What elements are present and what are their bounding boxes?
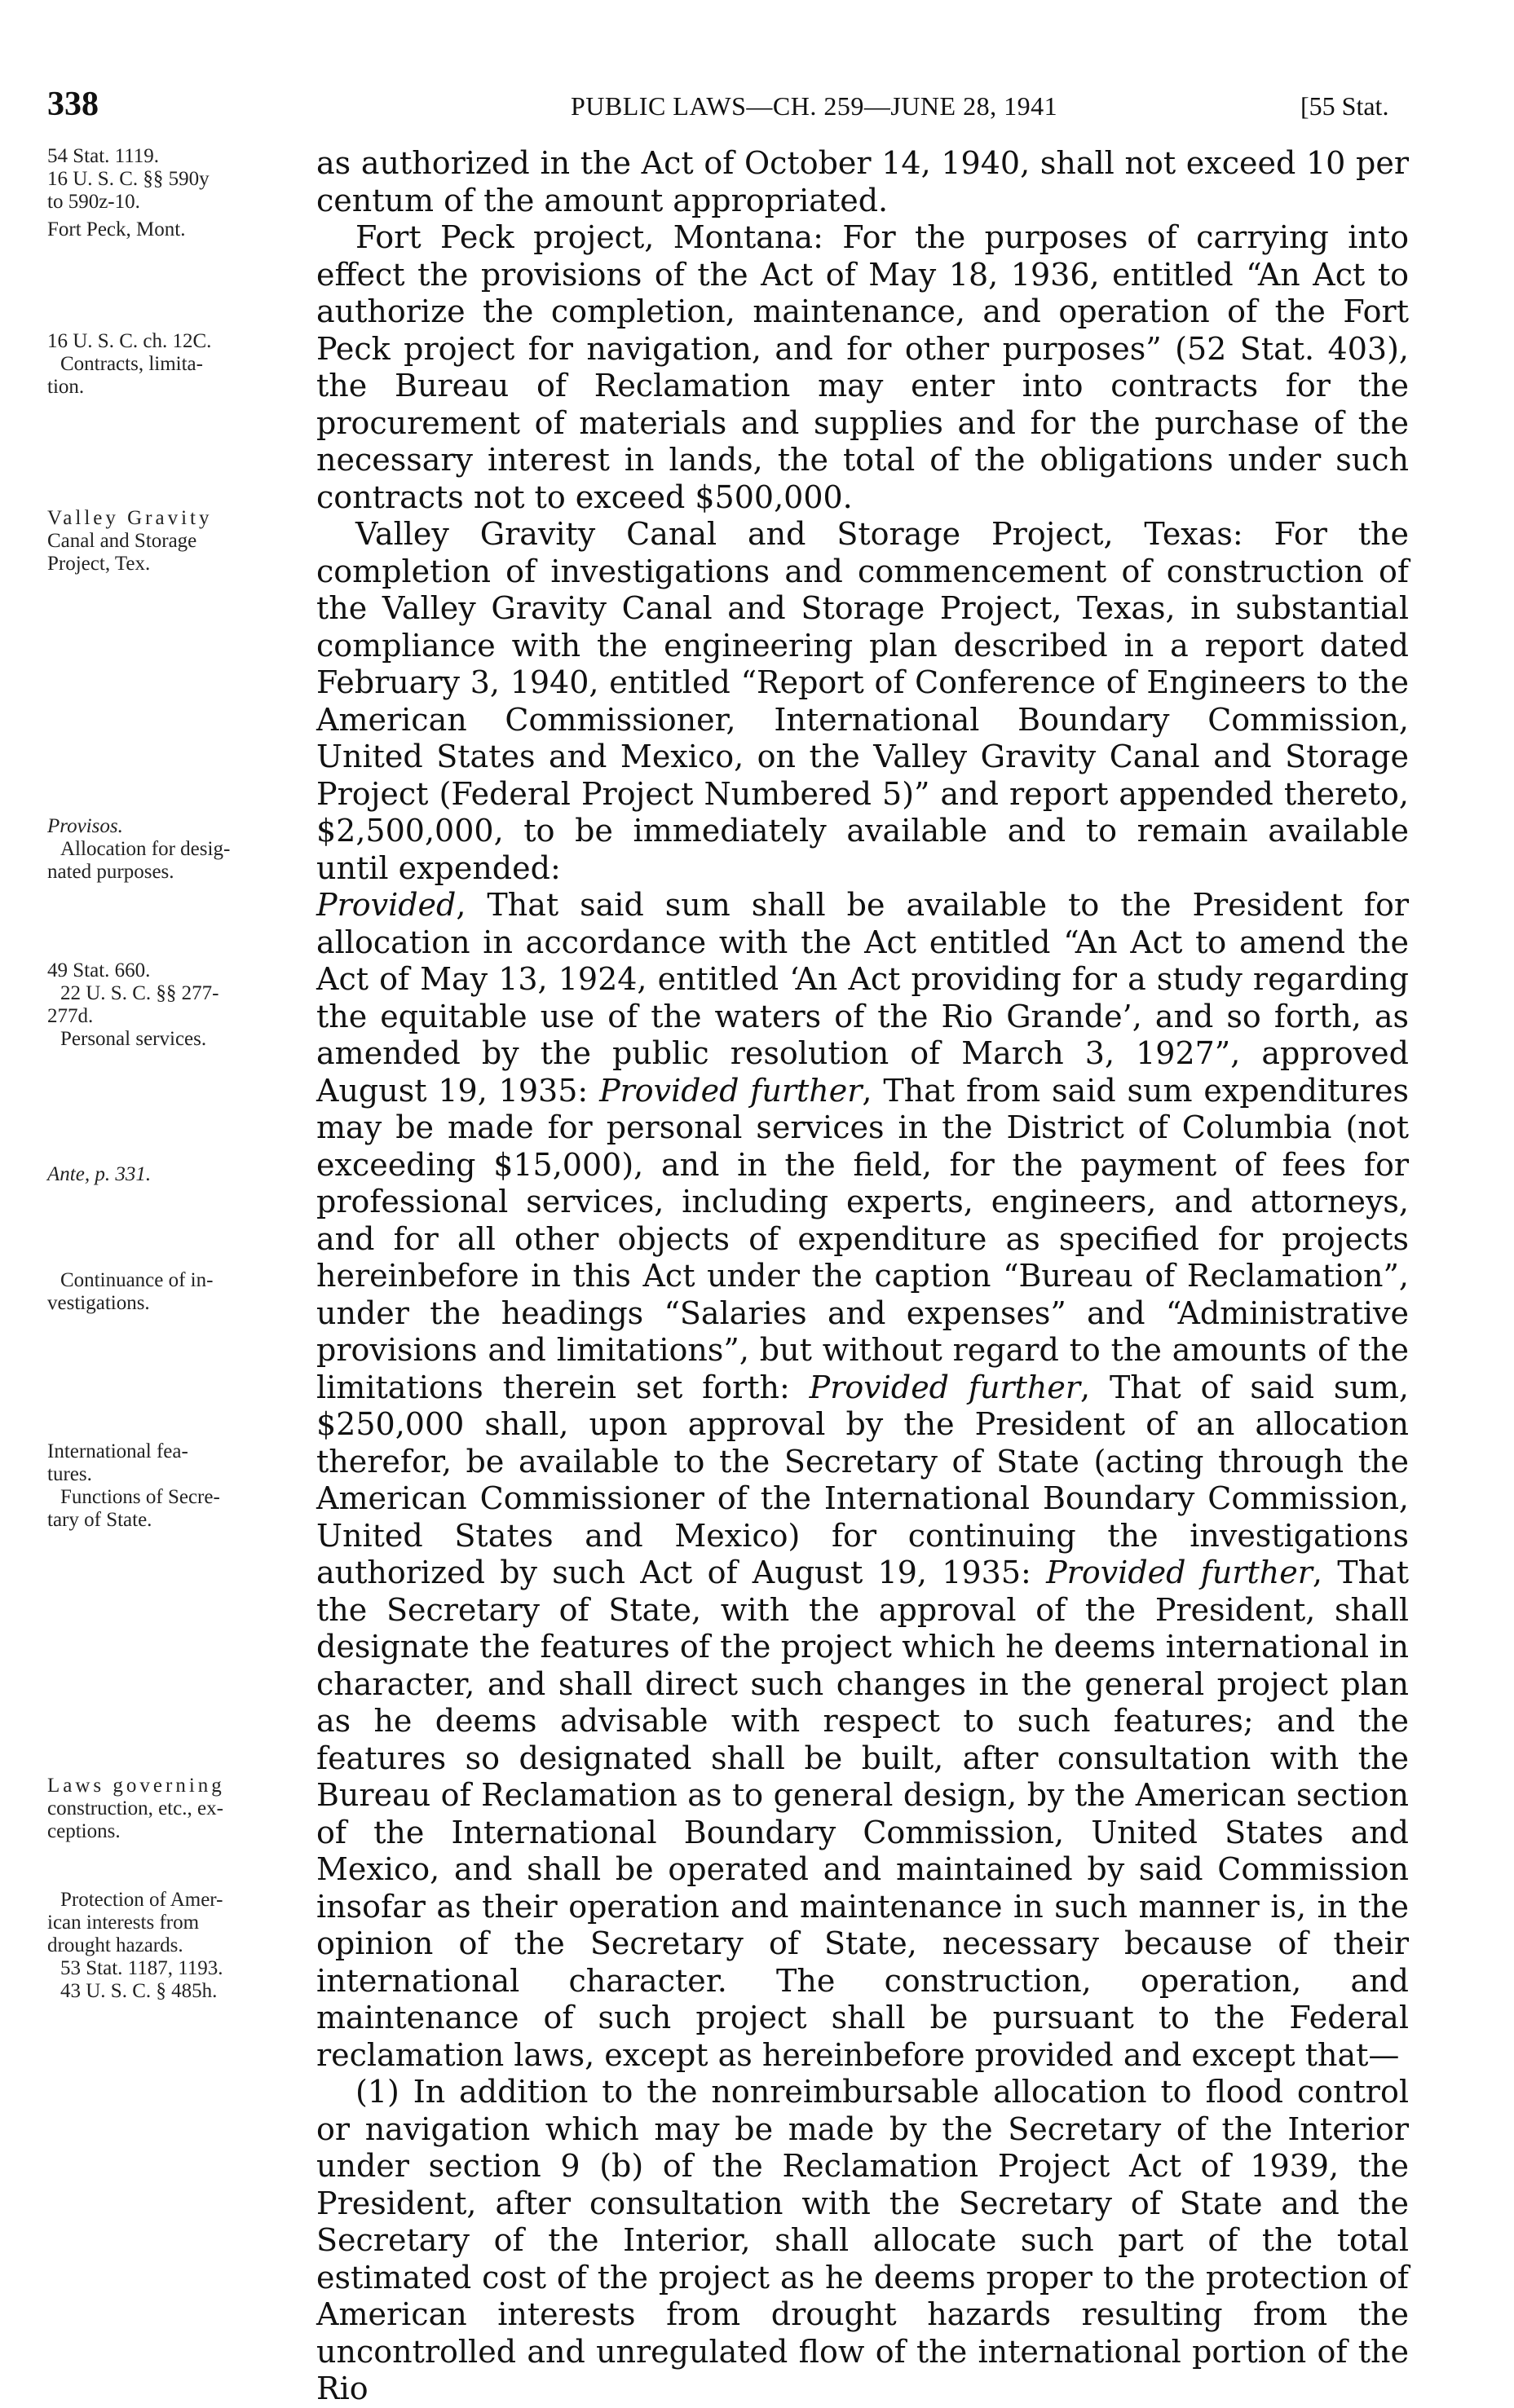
paragraph-valley-gravity: Valley Gravity Canal and Storage Project, Texas: For the completion of investigations and commencement of construction of the Valley Gravity Canal and Storage Project, Texas, in substantial compliance with the engineering plan described in a report dated February 3, 1940, entitled “Report of Conference of Engineers to the American Commissioner, International Boundary Commission, United States and Mexico, on the Valley Gravity Canal and Storage Project (Federal Project Numbered 5)” and report appended thereto, $2,500,000, to be immediately available and to remain available until expended: <box>316 516 1409 886</box>
margin-note-line: Project, Tex. <box>47 553 151 575</box>
margin-note-line: 49 Stat. 660. <box>47 959 151 981</box>
margin-note-laws-governing <box>47 1775 308 1843</box>
proviso-term: Provided <box>316 887 457 923</box>
margin-note-line: tion. <box>47 376 85 398</box>
proviso-text: , That from said sum expenditures may be made for personal services in the District of Columbia (not exceeding $15,000), and in the field, for the payment of fees for professional services, including experts, engineers, and attorneys, and for all other objects of expenditure as specified for projects hereinbefore in this Act under the caption “Bureau of Reclamation”, under the headings “Salaries and expenses” and “Administrative provisions and limitations”, but without regard to the amounts of the limitations therein set forth: <box>316 1072 1409 1405</box>
margin-note-line: Protection of Amer- <box>60 1889 223 1911</box>
paragraph-clause-1: (1) In addition to the nonreimbursable allocation to flood control or navigation which may be made by the Secretary of the Interior under section 9 (b) of the Reclamation Project Act of 1939, the President, after consultation with the Secretary of State and the Secretary of the Interior, shall allocate such part of the total estimated cost of the project as he deems proper to the protection of American interests from drought hazards resulting from the uncontrolled and unregulated flow of the international portion of the Rio <box>316 2074 1409 2406</box>
margin-note-line: nated purposes. <box>47 861 174 883</box>
margin-note-line: Allocation for desig- <box>60 838 231 860</box>
margin-note-personal-services <box>47 959 308 1051</box>
margin-note-line: Valley Gravity <box>47 507 213 529</box>
margin-note-fort-peck <box>47 218 308 241</box>
page-header <box>0 85 1514 126</box>
margin-note-line: ceptions. <box>47 1820 121 1842</box>
margin-note-line: construction, etc., ex- <box>47 1797 223 1819</box>
margin-note-line: ican interests from <box>47 1912 200 1934</box>
margin-note-line: vestigations. <box>47 1292 150 1314</box>
statute-reference: [55 Stat. <box>1300 91 1389 121</box>
margin-note-line: 16 U. S. C. ch. 12C. <box>47 330 212 352</box>
margin-note-line: Fort Peck, Mont. <box>47 218 186 240</box>
margin-note-line: 22 U. S. C. §§ 277- <box>60 982 219 1004</box>
margin-note-line: Contracts, limita- <box>60 353 203 375</box>
margin-note-ante <box>47 1163 308 1186</box>
margin-note-continuance <box>47 1269 308 1315</box>
margin-note-drought-protection <box>47 1889 308 2003</box>
margin-note-international-features <box>47 1440 308 1532</box>
margin-note-valley-gravity <box>47 507 308 576</box>
proviso-term: Provided further <box>599 1072 863 1109</box>
margin-note-line: drought hazards. <box>47 1934 183 1956</box>
margin-note-line: Personal services. <box>60 1028 207 1050</box>
margin-note-line: Continuance of in- <box>60 1269 214 1291</box>
running-title: PUBLIC LAWS—CH. 259—JUNE 28, 1941 <box>571 91 1058 121</box>
margin-note-line: 277d. <box>47 1005 94 1027</box>
margin-note-line: 16 U. S. C. §§ 590y <box>47 168 210 190</box>
margin-note-line: 53 Stat. 1187, 1193. <box>60 1957 223 1979</box>
page-number: 338 <box>47 86 99 123</box>
margin-note-line: Canal and Storage <box>47 530 197 552</box>
proviso-text: , That said sum shall be available to the President for allocation in accordance with the Act entitled “An Act to amend the Act of May 13, 1924, entitled ‘An Act providing for a study regarding the equitable use of the waters of the Rio Grande’, and so forth, as amended by the public resolution of March 3, 1927”, approved August 19, 1935: <box>316 887 1409 1109</box>
margin-note-statute-citation <box>47 145 308 214</box>
margin-note-line: to 590z-10. <box>47 191 140 213</box>
margin-note-contracts <box>47 330 308 399</box>
paragraph-continuation: as authorized in the Act of October 14, 1940, shall not exceed 10 per centum of the amount appropriated. <box>316 145 1409 218</box>
margin-note-line: Laws governing <box>47 1775 225 1797</box>
proviso-term: Provided further <box>809 1369 1080 1405</box>
margin-note-line: International fea- <box>47 1440 188 1462</box>
margin-note-line: Ante, p. 331. <box>47 1163 152 1185</box>
margin-note-line: Provisos. <box>47 815 123 837</box>
proviso-text: , That of said sum, $250,000 shall, upon approval by the President of an allocation therefor, be available to the Secretary of State (acting through the American Commissioner of the International Boundary Commission, United States and Mexico) for continuing the investigations authorized by such Act of August 19, 1935: <box>316 1369 1409 1590</box>
margin-note-line: 54 Stat. 1119. <box>47 145 160 167</box>
margin-note-line: 43 U. S. C. § 485h. <box>60 1980 218 2002</box>
margin-note-provisos <box>47 815 308 884</box>
paragraph-provisos <box>316 887 1409 2074</box>
margin-note-line: Functions of Secre- <box>60 1486 220 1508</box>
proviso-term: Provided further <box>1046 1555 1313 1590</box>
margin-note-line: tures. <box>47 1463 92 1485</box>
margin-note-line: tary of State. <box>47 1509 152 1531</box>
body-text <box>316 145 1409 2408</box>
proviso-text: , That the Secretary of State, with the approval of the President, shall designate the features of the project which he deems international in character, and shall direct such changes in the general project plan as he deems advisable with respect to such features; and the features so designated shall be built, after consultation with the Bureau of Reclamation as to general design, by the American section of the International Boundary Commission, United States and Mexico, and shall be operated and maintained by said Commission insofar as their operation and maintenance in such manner is, in the opinion of the Secretary of State, necessary because of their international character. The construction, operation, and maintenance of such project shall be pursuant to the Federal reclamation laws, except as hereinbefore provided and except that— <box>316 1555 1409 2073</box>
paragraph-fort-peck: Fort Peck project, Montana: For the purposes of carrying into effect the provisions of the Act of May 18, 1936, entitled “An Act to authorize the completion, maintenance, and operation of the Fort Peck project for navigation, and for other purposes” (52 Stat. 403), the Bureau of Reclamation may enter into contracts for the procurement of materials and supplies and for the purchase of the necessary interest in lands, the total of the obligations under such contracts not to exceed $500,000. <box>316 219 1409 515</box>
